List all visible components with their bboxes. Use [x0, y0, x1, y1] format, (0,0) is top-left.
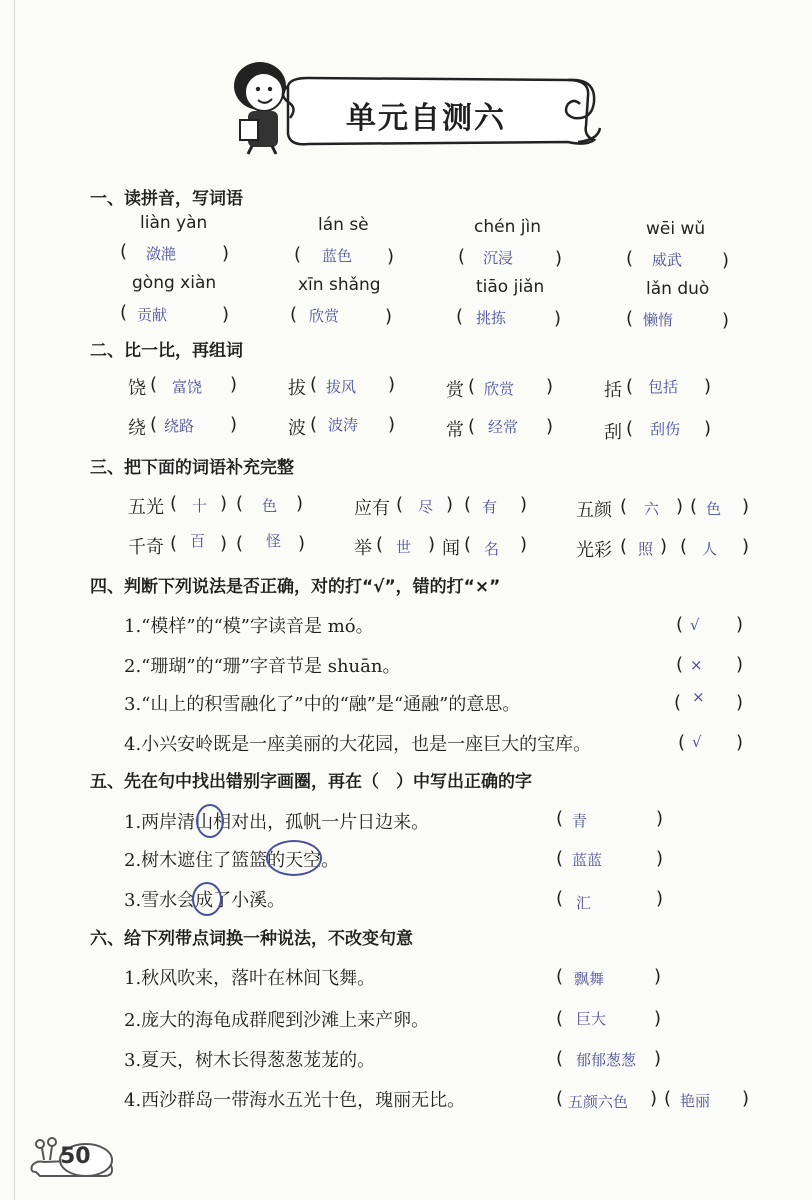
paren-close: ): [704, 418, 712, 439]
answer: 波涛: [328, 416, 359, 434]
paren-open: (: [556, 1048, 564, 1069]
paren-open: (: [664, 1088, 672, 1109]
answer: 艳丽: [680, 1092, 711, 1110]
answer: 十: [192, 497, 208, 515]
paren-open: (: [690, 496, 698, 517]
pinyin: wēi wǔ: [646, 219, 706, 239]
paren-open: (: [626, 248, 634, 269]
paren-close: ): [546, 416, 554, 437]
paren-close: ): [736, 732, 744, 753]
paren-open: (: [674, 692, 682, 713]
sentence: 1.两岸清山相对出，孤帆一片日边来。: [124, 812, 430, 833]
error-circle: [266, 840, 322, 876]
paren-open: (: [464, 494, 472, 515]
paren-open: (: [236, 493, 244, 514]
answer: 世: [396, 538, 412, 556]
paren-close: ): [520, 534, 528, 555]
statement: 2.“珊瑚”的“珊”字音节是 shuān。: [124, 656, 401, 677]
answer: 威武: [652, 251, 683, 269]
paren-close: ): [660, 536, 668, 557]
paren-open: (: [120, 302, 128, 323]
char: 拔: [288, 378, 306, 399]
paren-close: ): [388, 374, 396, 395]
answer: 尽: [418, 498, 434, 516]
paren-close: ): [555, 248, 563, 269]
paren-open: (: [170, 493, 178, 514]
paren-close: ): [676, 496, 684, 517]
section-3-heading: 三、把下面的词语补充完整: [90, 458, 294, 478]
paren-close: ): [230, 414, 238, 435]
paren-close: ): [220, 533, 228, 554]
char: 常: [446, 420, 464, 441]
answer: ×: [690, 656, 703, 674]
section-2-heading: 二、比一比，再组词: [90, 341, 243, 361]
char: 饶: [128, 378, 146, 399]
answer: 郁郁葱葱: [576, 1051, 637, 1069]
paren-close: ): [387, 246, 395, 267]
paren-open: (: [468, 376, 476, 397]
sentence: 3.雪水会成了小溪。: [124, 890, 286, 911]
statement: 4.小兴安岭既是一座美丽的大花园，也是一座巨大的宝库。: [124, 734, 592, 755]
paren-open: (: [556, 888, 564, 909]
page-title: 单元自测六: [346, 101, 506, 136]
paren-open: (: [458, 246, 466, 267]
paren-close: ): [446, 494, 454, 515]
answer: ×: [692, 688, 705, 706]
section-6-heading: 六、给下列带点词换一种说法，不改变句意: [90, 929, 413, 949]
answer: 潋滟: [146, 245, 177, 263]
idiom-prefix: 五颜: [576, 500, 612, 521]
paren-open: (: [290, 304, 298, 325]
char: 赏: [446, 380, 464, 401]
answer: 包括: [648, 378, 679, 396]
paren-open: (: [556, 966, 564, 987]
paren-close: ): [298, 533, 306, 554]
char: 绕: [128, 418, 146, 439]
paren-close: ): [736, 692, 744, 713]
answer: 懒惰: [643, 311, 674, 329]
answer: 百: [190, 532, 206, 550]
paren-open: (: [456, 306, 464, 327]
paren-close: ): [385, 306, 393, 327]
answer: 蓝蓝: [572, 851, 603, 869]
paren-open: (: [310, 374, 318, 395]
paren-close: ): [650, 1088, 658, 1109]
page-edge-line: [14, 0, 15, 1200]
answer: 色: [262, 497, 278, 515]
paren-open: (: [556, 1008, 564, 1029]
answer: 五颜六色: [568, 1093, 629, 1111]
error-circle: [196, 804, 224, 838]
paren-open: (: [556, 848, 564, 869]
answer: 经常: [488, 418, 519, 436]
paren-close: ): [736, 614, 744, 635]
paren-close: ): [230, 374, 238, 395]
answer: 富饶: [172, 378, 203, 396]
answer: 有: [482, 498, 498, 516]
char: 波: [288, 418, 306, 439]
paren-close: ): [742, 1088, 750, 1109]
paren-open: (: [626, 418, 634, 439]
answer: 人: [702, 540, 718, 558]
paren-close: ): [656, 888, 664, 909]
paren-close: ): [656, 808, 664, 829]
paren-close: ): [220, 493, 228, 514]
char: 刮: [604, 422, 622, 443]
paren-open: (: [620, 496, 628, 517]
paren-close: ): [722, 310, 730, 331]
answer: 蓝色: [322, 247, 353, 265]
answer: 青: [572, 812, 588, 830]
paren-close: ): [704, 376, 712, 397]
answer: 欣赏: [484, 380, 515, 398]
paren-open: (: [376, 534, 384, 555]
sentence: 3.夏天，树木长得葱葱茏茏的。: [124, 1050, 376, 1071]
paren-open: (: [150, 414, 158, 435]
sentence: 1.秋风吹来，落叶在林间飞舞。: [124, 968, 376, 989]
answer: 刮伤: [650, 420, 681, 438]
paren-open: (: [150, 374, 158, 395]
paren-close: ): [222, 243, 230, 264]
paren-open: (: [236, 533, 244, 554]
paren-open: (: [680, 536, 688, 557]
paren-close: ): [654, 966, 662, 987]
paren-close: ): [736, 654, 744, 675]
paren-open: (: [676, 614, 684, 635]
sentence: 2.庞大的海龟成群爬到沙滩上来产卵。: [124, 1010, 430, 1031]
answer: 贡献: [137, 306, 168, 324]
paren-open: (: [120, 241, 128, 262]
answer: 六: [644, 500, 660, 518]
answer: 怪: [266, 532, 282, 550]
paren-open: (: [468, 416, 476, 437]
paren-open: (: [556, 1088, 564, 1109]
pinyin: chén jìn: [474, 217, 541, 237]
pinyin: tiāo jiǎn: [476, 277, 545, 297]
answer: 拔风: [326, 378, 357, 396]
idiom-prefix: 举: [354, 538, 372, 559]
paren-close: ): [742, 496, 750, 517]
answer: √: [690, 616, 700, 634]
paren-open: (: [396, 494, 404, 515]
answer: 飘舞: [574, 970, 605, 988]
answer: 汇: [576, 894, 592, 912]
paren-open: (: [556, 808, 564, 829]
paren-close: ): [554, 308, 562, 329]
idiom-prefix: 五光: [128, 497, 164, 518]
sentence: 4.西沙群岛一带海水五光十色，瑰丽无比。: [124, 1090, 466, 1111]
page-number: 50: [60, 1144, 91, 1169]
idiom-prefix: 应有: [354, 498, 390, 519]
section-1-heading: 一、读拼音，写词语: [90, 189, 243, 209]
answer: 绕路: [164, 417, 195, 435]
sentence: 2.树木遮住了篮篮的天空。: [124, 850, 340, 871]
paren-close: ): [222, 304, 230, 325]
section-5-heading: 五、先在句中找出错别字画圈，再在（ ）中写出正确的字: [90, 772, 532, 792]
pinyin: lán sè: [318, 215, 369, 235]
idiom-prefix: 千奇: [128, 537, 164, 558]
paren-close: ): [654, 1048, 662, 1069]
statement: 1.“模样”的“模”字读音是 mó。: [124, 616, 374, 637]
pinyin: gòng xiàn: [132, 273, 217, 293]
char: 括: [604, 380, 622, 401]
paren-close: ): [428, 534, 436, 555]
paren-open: (: [626, 376, 634, 397]
pinyin: lǎn duò: [646, 279, 710, 299]
answer: √: [692, 733, 702, 751]
paren-open: (: [620, 536, 628, 557]
pinyin: xīn shǎng: [298, 275, 381, 295]
answer: 挑拣: [476, 309, 507, 327]
paren-open: (: [294, 244, 302, 265]
paren-open: (: [170, 533, 178, 554]
error-circle: [192, 882, 222, 916]
statement: 3.“山上的积雪融化了”中的“融”是“通融”的意思。: [124, 694, 521, 715]
paren-close: ): [296, 493, 304, 514]
paren-close: ): [520, 494, 528, 515]
answer: 沉浸: [483, 249, 514, 267]
section-4-heading: 四、判断下列说法是否正确，对的打“√”，错的打“×”: [90, 577, 501, 597]
answer: 名: [484, 540, 500, 558]
paren-close: ): [722, 250, 730, 271]
paren-close: ): [546, 376, 554, 397]
idiom-prefix: 光彩: [576, 540, 612, 561]
paren-open: (: [310, 414, 318, 435]
answer: 照: [638, 540, 654, 558]
paren-close: ): [656, 848, 664, 869]
answer: 色: [706, 500, 722, 518]
paren-open: (: [464, 534, 472, 555]
girl-mascot-icon: [234, 62, 286, 154]
paren-open: (: [676, 654, 684, 675]
answer: 巨大: [576, 1010, 607, 1028]
paren-open: (: [626, 308, 634, 329]
idiom-middle: 闻: [442, 538, 460, 559]
answer: 欣赏: [309, 307, 340, 325]
paren-open: (: [678, 732, 686, 753]
paren-close: ): [388, 414, 396, 435]
paren-close: ): [654, 1008, 662, 1029]
pinyin: liàn yàn: [140, 213, 208, 233]
paren-close: ): [742, 536, 750, 557]
